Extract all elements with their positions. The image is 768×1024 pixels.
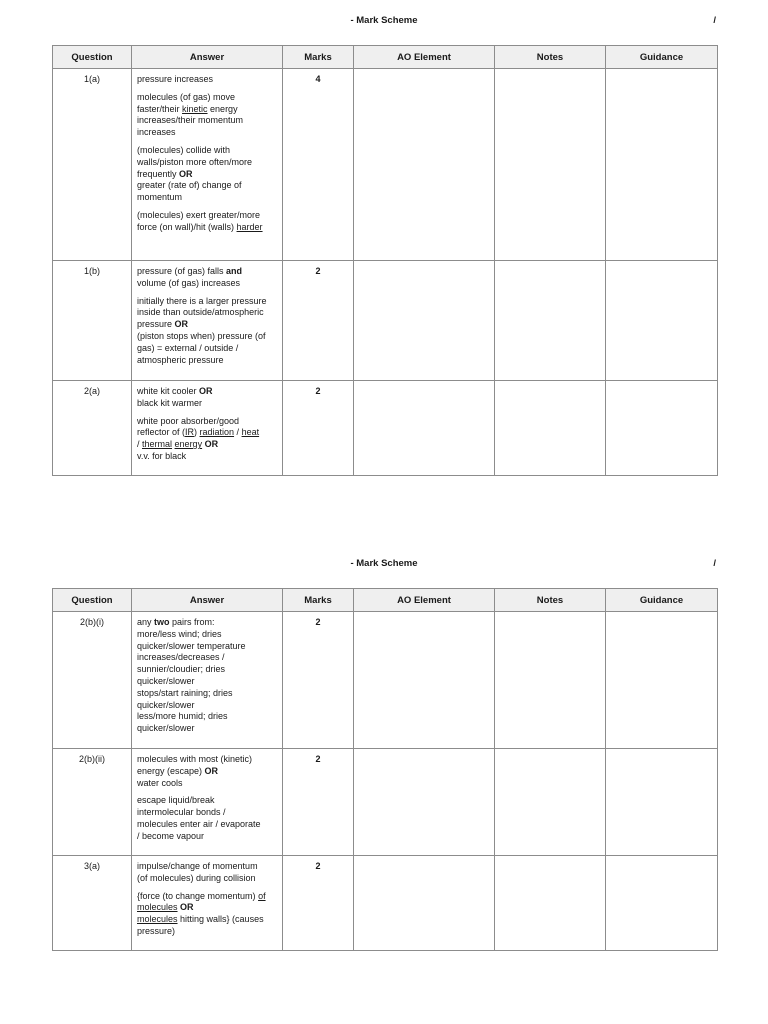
col-header-answer: Answer	[132, 46, 283, 69]
answer-line	[137, 104, 277, 116]
answer-text: pressure	[137, 319, 175, 330]
answer-text: impulse/change of momentum	[137, 861, 258, 871]
answer-text: and	[226, 266, 243, 276]
answer-text: (of molecules) during collision	[137, 872, 256, 883]
answer-line	[137, 127, 277, 139]
answer-text: v.v. for black	[137, 450, 187, 461]
answer-line	[137, 266, 277, 278]
answer-text: less/more humid; dries	[137, 711, 228, 722]
answer-text: (piston stops when) pressure (of	[137, 330, 266, 341]
answer-line	[137, 451, 277, 463]
answer-paragraph	[137, 795, 277, 842]
notes-cell	[495, 749, 606, 856]
answer-line	[137, 319, 277, 331]
answer-text: molecules	[137, 914, 178, 925]
answer-paragraph	[137, 74, 277, 86]
answer-paragraph	[137, 754, 277, 789]
answer-text: water cools	[137, 777, 183, 788]
answer-text: reflector of (	[137, 427, 186, 438]
answer-text: energy	[207, 103, 238, 114]
answer-text: atmospheric pressure	[137, 354, 224, 365]
answer-text: quicker/slower	[137, 723, 195, 734]
answer-line	[137, 700, 277, 712]
question-cell: 2(b)(i)	[53, 612, 132, 749]
answer-text: quicker/slower	[137, 699, 195, 710]
answer-line	[137, 169, 277, 181]
col-header-ao-element: AO Element	[354, 46, 495, 69]
answer-line	[137, 92, 277, 104]
answer-text: OR	[179, 168, 193, 179]
answer-paragraph	[137, 92, 277, 139]
answer-text: increases/their momentum	[137, 115, 244, 126]
answer-text: increases/decreases /	[137, 652, 225, 663]
answer-text: {force (to change momentum)	[137, 890, 259, 901]
answer-line	[137, 74, 277, 86]
header-slash: /	[713, 15, 716, 26]
answer-paragraph	[137, 386, 277, 410]
notes-cell	[495, 69, 606, 261]
answer-line	[137, 157, 277, 169]
table-row	[53, 856, 718, 951]
marks-cell: 2	[283, 261, 354, 381]
answer-text: hitting walls} (causes	[177, 914, 264, 925]
answer-text: walls/piston more often/more	[137, 156, 253, 167]
answer-line	[137, 192, 277, 204]
answer-text: more/less wind; dries	[137, 628, 222, 639]
ao-element-cell	[354, 69, 495, 261]
answer-text: /	[234, 427, 242, 438]
answer-text: OR	[199, 386, 213, 396]
answer-paragraph	[137, 416, 277, 463]
answer-cell	[132, 261, 283, 381]
col-header-ao-element: AO Element	[354, 589, 495, 612]
table-row	[53, 69, 718, 261]
answer-text: faster/their	[137, 103, 183, 114]
answer-text: molecules enter air / evaporate	[137, 818, 261, 829]
answer-line	[137, 296, 277, 308]
answer-text: stops/start raining; dries	[137, 687, 233, 698]
answer-text: pressure increases	[137, 74, 214, 84]
col-header-marks: Marks	[283, 589, 354, 612]
answer-line	[137, 891, 277, 903]
notes-cell	[495, 381, 606, 476]
answer-paragraph	[137, 861, 277, 885]
answer-line	[137, 115, 277, 127]
answer-text: /	[137, 439, 143, 450]
guidance-cell	[606, 261, 718, 381]
answer-text: OR	[204, 439, 219, 450]
answer-line	[137, 222, 277, 234]
answer-text: volume (of gas) increases	[137, 277, 241, 288]
answer-text: kinetic	[182, 103, 208, 114]
question-cell: 1(b)	[53, 261, 132, 381]
marks-cell: 2	[283, 749, 354, 856]
answer-text: (molecules) exert greater/more	[137, 209, 261, 220]
answer-line	[137, 145, 277, 157]
answer-text: / become vapour	[137, 830, 205, 841]
table-row	[53, 612, 718, 749]
ao-element-cell	[354, 381, 495, 476]
answer-cell	[132, 749, 283, 856]
answer-text: harder	[236, 221, 263, 232]
answer-text: OR	[180, 902, 194, 913]
question-cell: 1(a)	[53, 69, 132, 261]
guidance-cell	[606, 856, 718, 951]
question-cell: 2(a)	[53, 381, 132, 476]
guidance-cell	[606, 612, 718, 749]
answer-line	[137, 416, 277, 428]
answer-line	[137, 831, 277, 843]
answer-paragraph	[137, 266, 277, 290]
header-row	[53, 589, 718, 612]
answer-line	[137, 629, 277, 641]
answer-line	[137, 795, 277, 807]
answer-text: thermal	[142, 439, 173, 450]
marks-cell: 2	[283, 381, 354, 476]
col-header-marks: Marks	[283, 46, 354, 69]
answer-line	[137, 688, 277, 700]
answer-line	[137, 355, 277, 367]
answer-text: momentum	[137, 192, 183, 203]
answer-text: quicker/slower temperature	[137, 640, 246, 651]
answer-text: greater (rate of) change of	[137, 180, 242, 191]
answer-text: any	[137, 617, 155, 627]
col-header-guidance: Guidance	[606, 589, 718, 612]
answer-line	[137, 180, 277, 192]
answer-text: of	[258, 890, 266, 901]
answer-line	[137, 766, 277, 778]
answer-text: OR	[174, 319, 189, 330]
answer-text: (molecules) collide with	[137, 144, 231, 155]
ao-element-cell	[354, 261, 495, 381]
answer-line	[137, 676, 277, 688]
answer-text: intermolecular bonds /	[137, 807, 226, 818]
answer-text: quicker/slower	[137, 675, 195, 686]
answer-line	[137, 807, 277, 819]
answer-paragraph	[137, 210, 277, 234]
table-row	[53, 381, 718, 476]
answer-text: pairs from:	[169, 617, 215, 627]
answer-cell	[132, 69, 283, 261]
answer-text: sunnier/cloudier; dries	[137, 664, 226, 675]
answer-text: pressure)	[137, 925, 176, 936]
answer-line	[137, 307, 277, 319]
marks-cell: 2	[283, 856, 354, 951]
answer-line	[137, 343, 277, 355]
answer-line	[137, 711, 277, 723]
col-header-notes: Notes	[495, 46, 606, 69]
answer-text: increases	[137, 127, 176, 138]
answer-line	[137, 641, 277, 653]
answer-text: IR	[185, 427, 195, 438]
col-header-question: Question	[53, 589, 132, 612]
ao-element-cell	[354, 749, 495, 856]
answer-line	[137, 754, 277, 766]
mark-scheme-table	[52, 588, 718, 951]
question-cell: 3(a)	[53, 856, 132, 951]
header-title: - Mark Scheme	[350, 15, 418, 26]
answer-text: molecules	[137, 902, 178, 913]
answer-line	[137, 439, 277, 451]
answer-cell	[132, 381, 283, 476]
answer-cell	[132, 612, 283, 749]
answer-text: white kit cooler	[137, 386, 200, 396]
table-row	[53, 749, 718, 856]
ao-element-cell	[354, 856, 495, 951]
answer-line	[137, 652, 277, 664]
marks-cell: 2	[283, 612, 354, 749]
answer-text: heat	[241, 427, 260, 438]
answer-line	[137, 902, 277, 914]
answer-paragraph	[137, 617, 277, 735]
col-header-answer: Answer	[132, 589, 283, 612]
answer-text: frequently	[137, 168, 180, 179]
answer-paragraph	[137, 891, 277, 938]
guidance-cell	[606, 69, 718, 261]
answer-text: pressure (of gas) falls	[137, 266, 227, 276]
answer-text: energy	[174, 439, 203, 450]
answer-text: white poor absorber/good	[137, 415, 240, 426]
answer-text: molecules with most (kinetic)	[137, 754, 253, 764]
answer-line	[137, 873, 277, 885]
answer-text: escape liquid/break	[137, 795, 215, 806]
answer-text: two	[154, 617, 170, 627]
notes-cell	[495, 612, 606, 749]
answer-text: )	[194, 427, 200, 438]
answer-text: energy (escape)	[137, 765, 205, 776]
mark-scheme-table	[52, 45, 718, 476]
answer-line	[137, 926, 277, 938]
header-slash: /	[713, 558, 716, 569]
answer-text: OR	[204, 765, 219, 776]
question-cell: 2(b)(ii)	[53, 749, 132, 856]
answer-paragraph	[137, 296, 277, 367]
answer-line	[137, 778, 277, 790]
answer-line	[137, 914, 277, 926]
ao-element-cell	[354, 612, 495, 749]
answer-line	[137, 398, 277, 410]
answer-line	[137, 723, 277, 735]
col-header-notes: Notes	[495, 589, 606, 612]
answer-line	[137, 819, 277, 831]
answer-cell	[132, 856, 283, 951]
answer-line	[137, 427, 277, 439]
page-header	[0, 15, 768, 29]
header-row	[53, 46, 718, 69]
page-header	[0, 558, 768, 572]
answer-text: radiation	[199, 427, 235, 438]
col-header-guidance: Guidance	[606, 46, 718, 69]
answer-line	[137, 210, 277, 222]
header-title: - Mark Scheme	[350, 558, 418, 569]
answer-text: gas) = external / outside /	[137, 342, 239, 353]
col-header-question: Question	[53, 46, 132, 69]
notes-cell	[495, 856, 606, 951]
answer-paragraph	[137, 145, 277, 204]
answer-text: black kit warmer	[137, 397, 203, 408]
answer-text: molecules (of gas) move	[137, 91, 236, 102]
table-row	[53, 261, 718, 381]
notes-cell	[495, 261, 606, 381]
guidance-cell	[606, 749, 718, 856]
answer-line	[137, 278, 277, 290]
answer-line	[137, 664, 277, 676]
marks-cell: 4	[283, 69, 354, 261]
answer-line	[137, 861, 277, 873]
answer-text: force (on wall)/hit (walls)	[137, 221, 237, 232]
answer-line	[137, 386, 277, 398]
answer-text: inside than outside/atmospheric	[137, 307, 264, 318]
answer-text: initially there is a larger pressure	[137, 295, 267, 306]
guidance-cell	[606, 381, 718, 476]
answer-line	[137, 617, 277, 629]
answer-line	[137, 331, 277, 343]
